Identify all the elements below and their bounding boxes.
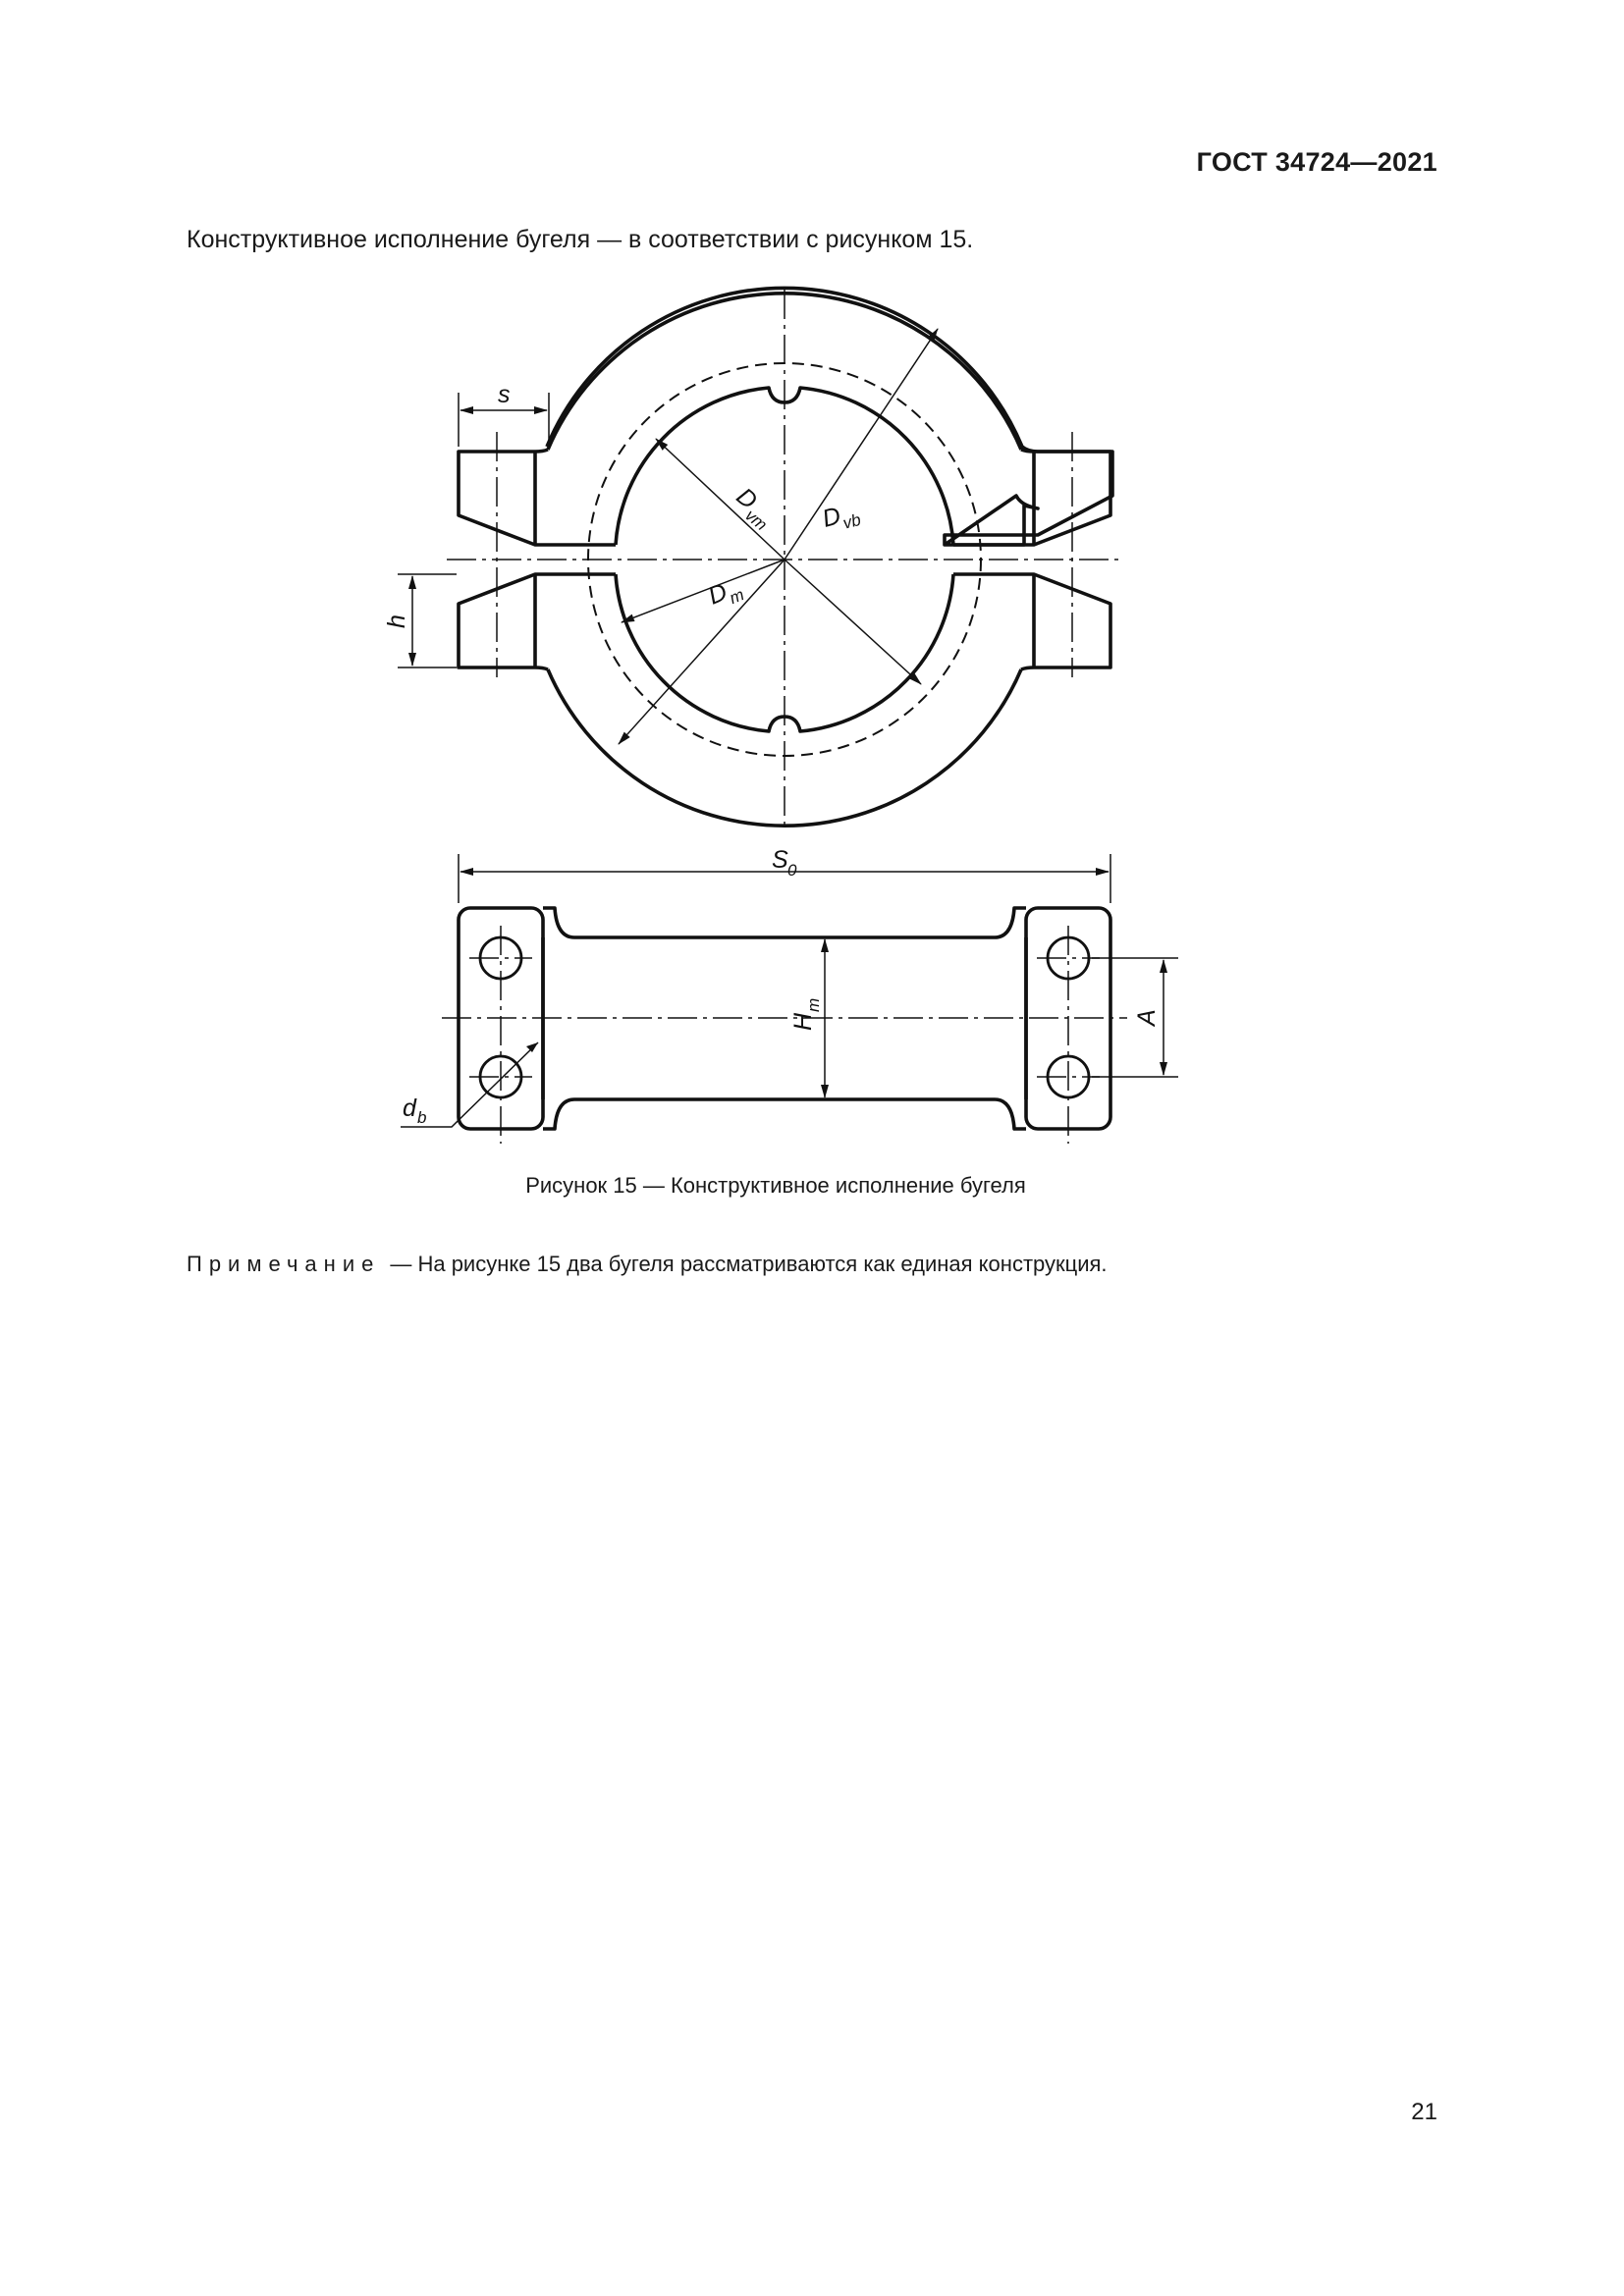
note xyxy=(187,1252,1108,1277)
label-dvm-sub: vm xyxy=(741,506,771,535)
intro-paragraph: Конструктивное исполнение бугеля — в соответствии с рисунком 15. xyxy=(187,226,974,253)
label-h: h xyxy=(383,614,410,628)
label-s0: S xyxy=(772,846,788,874)
page-number: 21 xyxy=(1411,2099,1437,2125)
label-dvb-sub: vb xyxy=(840,509,863,533)
label-a: A xyxy=(1133,1009,1161,1026)
label-db: d xyxy=(403,1095,416,1122)
figure-caption: Рисунок 15 — Конструктивное исполнение бугеля xyxy=(525,1173,1026,1198)
label-dvb: D xyxy=(819,502,844,533)
label-s: s xyxy=(498,381,511,408)
label-dvm: D xyxy=(731,482,763,515)
note-text: — На рисунке 15 два бугеля рассматриваются как единая конструкция. xyxy=(390,1252,1108,1276)
label-s0-sub: 0 xyxy=(787,861,797,880)
label-dm: D xyxy=(704,577,731,611)
label-hm-sub: m xyxy=(804,997,823,1012)
standard-number: ГОСТ 34724—2021 xyxy=(1196,147,1437,177)
label-dm-sub: m xyxy=(727,585,747,609)
note-label: Примечание xyxy=(187,1252,381,1276)
label-hm: H xyxy=(789,1012,817,1031)
label-db-sub: b xyxy=(417,1108,427,1127)
